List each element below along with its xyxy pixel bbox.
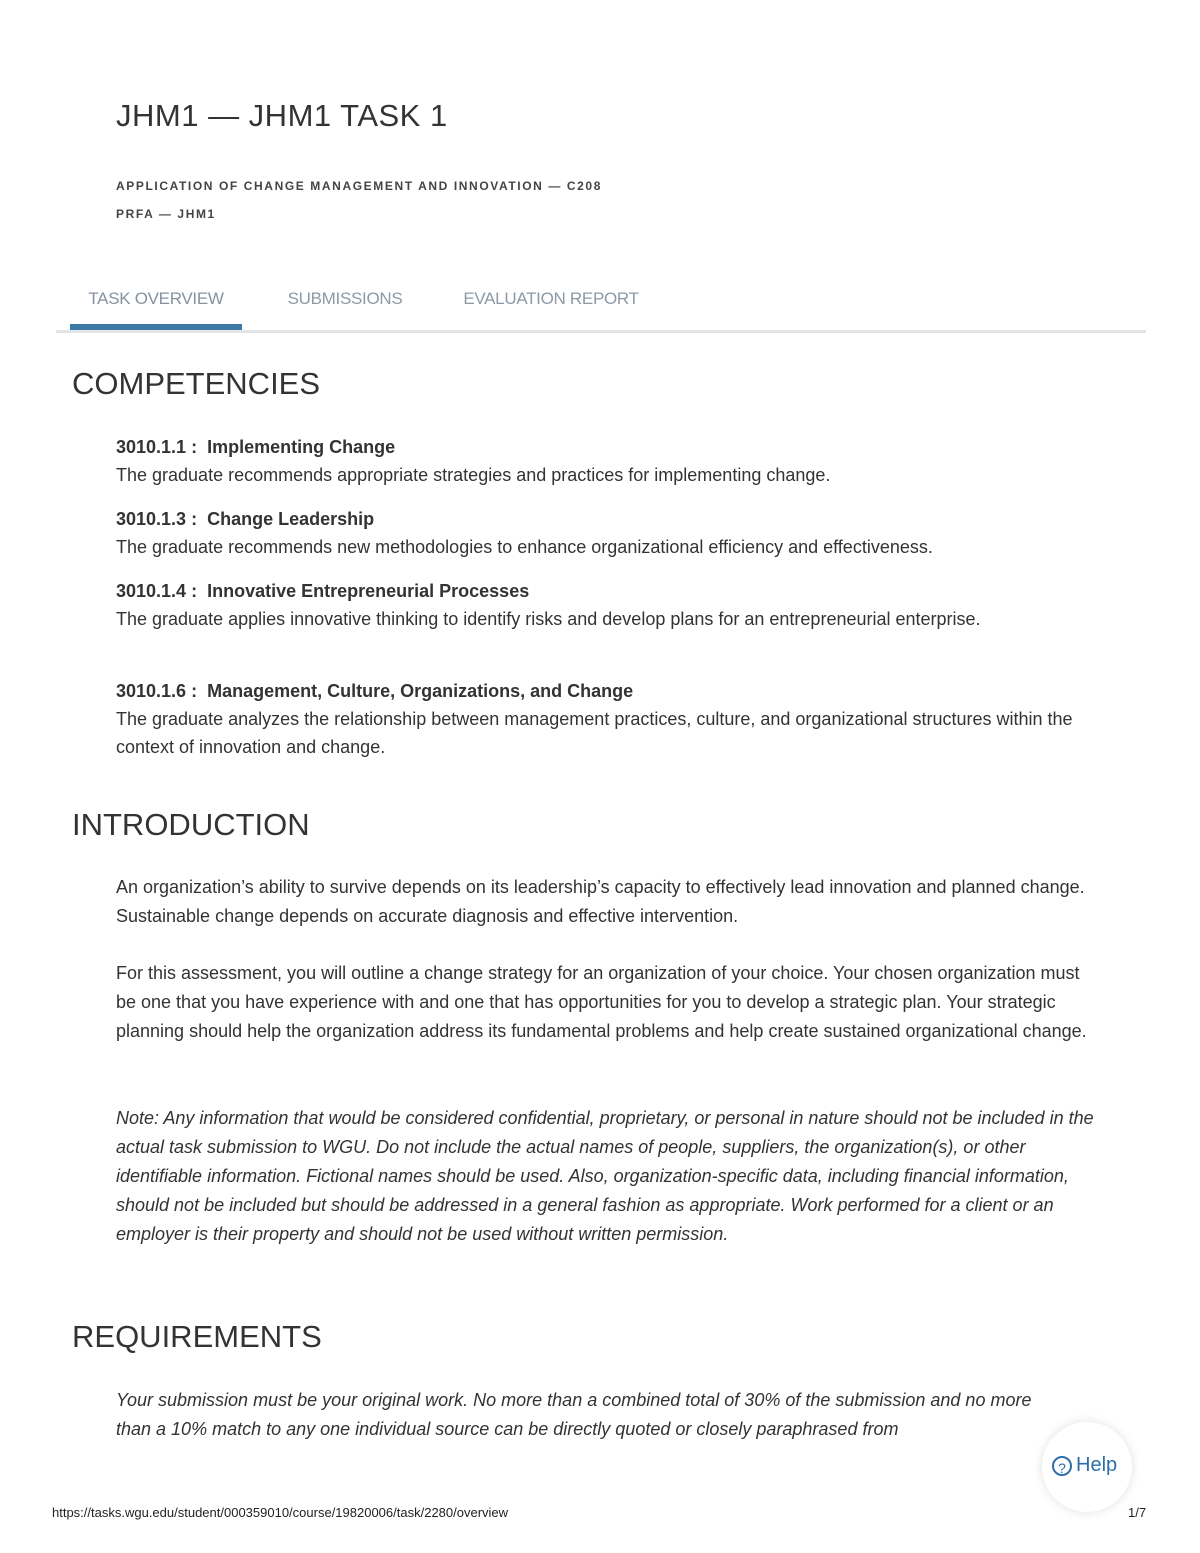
competency-title [116, 505, 1076, 533]
help-label: Help [1076, 1454, 1118, 1476]
page-number: 1/7 [1128, 1505, 1147, 1520]
competency-code: 3010.1.1 : [116, 437, 198, 457]
competency-item [116, 433, 1076, 489]
question-icon: ? [1052, 1456, 1072, 1476]
competency-item [116, 677, 1076, 761]
course-name: APPLICATION OF CHANGE MANAGEMENT AND INNOVATION — C208 [116, 179, 602, 193]
competency-item [116, 577, 1076, 633]
confidentiality-note: Note: Any information that would be considered confidential, proprietary, or personal in nature should not be included in the actual task submission to WGU. Do not include the actual names of people, suppliers, the organization(s), or other identifiable information. Fictional names should be used. Also, organization-specific data, including financial information, should not be included but should be addressed in a general fashion as appropriate. Work performed for a client or an employer is their property and should not be used without written permission. [116, 1108, 1094, 1244]
introduction-paragraph: For this assessment, you will outline a change strategy for an organization of your choice. Your chosen organization must be one that you have experience with and one that has opportunities for you to develop a strategic plan. Your strategic planning should help the organization address its fundamental problems and help create sustained organizational change. [116, 963, 1087, 1041]
competency-name: Innovative Entrepreneurial Processes [207, 581, 530, 601]
competency-description: The graduate recommends new methodologies to enhance organizational efficiency and effectiveness. [116, 537, 933, 557]
competency-code: 3010.1.4 : [116, 581, 198, 601]
competencies-heading: COMPETENCIES [72, 366, 321, 401]
competency-title [116, 433, 1076, 461]
help-button[interactable] [1042, 1422, 1132, 1512]
page-title: JHM1 — JHM1 TASK 1 [116, 98, 448, 133]
introduction-paragraph: An organization’s ability to survive depends on its leadership’s capacity to effectively lead innovation and planned change. Sustainable change depends on accurate diagnosis and effective intervention. [116, 877, 1085, 926]
tab-task-overview[interactable]: TASK OVERVIEW [70, 270, 242, 330]
assessment-code: PRFA — JHM1 [116, 207, 216, 221]
requirements-heading: REQUIREMENTS [72, 1319, 322, 1354]
competency-description: The graduate recommends appropriate strategies and practices for implementing change. [116, 465, 831, 485]
competency-name: Management, Culture, Organizations, and Change [207, 681, 634, 701]
competency-item [116, 505, 1076, 561]
tab-bar [56, 270, 1146, 333]
competency-code: 3010.1.3 : [116, 509, 198, 529]
competency-name: Implementing Change [207, 437, 396, 457]
competency-code: 3010.1.6 : [116, 681, 198, 701]
tab-submissions[interactable]: SUBMISSIONS [287, 289, 403, 308]
competency-description: The graduate analyzes the relationship between management practices, culture, and organizational structures within the context of innovation and change. [116, 709, 1073, 757]
tab-evaluation-report[interactable]: EVALUATION REPORT [463, 289, 639, 308]
page-url: https://tasks.wgu.edu/student/000359010/course/19820006/task/2280/overview [52, 1505, 509, 1520]
competency-name: Change Leadership [207, 509, 375, 529]
introduction-heading: INTRODUCTION [72, 807, 310, 842]
competency-title [116, 677, 1076, 705]
competency-title [116, 577, 1076, 605]
requirements-paragraph: Your submission must be your original work. No more than a combined total of 30% of the submission and no more than a 10% match to any one individual source can be directly quoted or closely paraphrased from [116, 1390, 1032, 1439]
competency-description: The graduate applies innovative thinking to identify risks and develop plans for an entrepreneurial enterprise. [116, 609, 981, 629]
